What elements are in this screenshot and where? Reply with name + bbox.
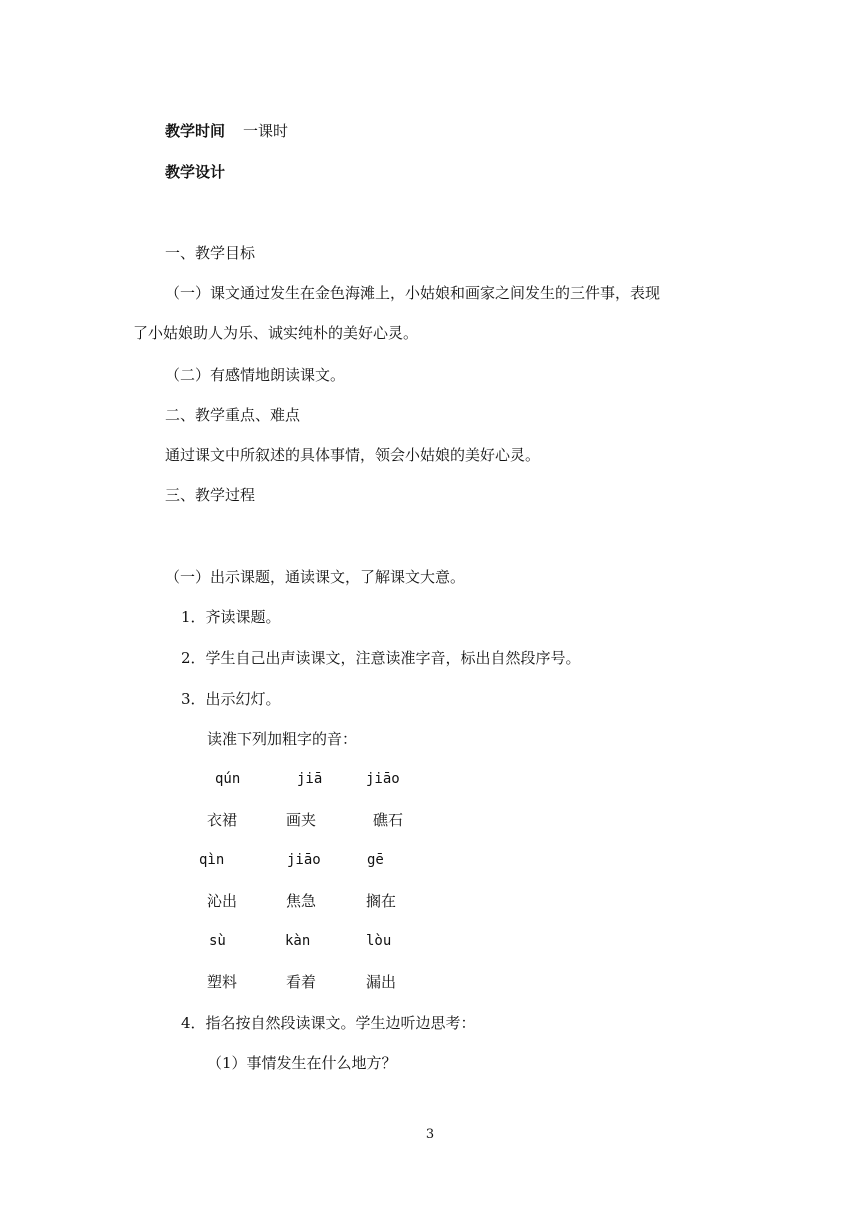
word-1-3: 礁石: [373, 811, 404, 829]
teaching-time-value: 一课时: [243, 122, 289, 140]
pinyin-2-1: qìn: [199, 852, 225, 868]
process1-heading: （一）出示课题，通读课文，了解课文大意。: [165, 568, 466, 586]
step1: 1．齐读课题。: [181, 608, 281, 626]
word-3-1: 塑料: [207, 973, 238, 991]
pinyin-2-2: jiāo: [287, 852, 321, 868]
pinyin-2-3: gē: [367, 852, 384, 868]
section2-heading: 二、教学重点、难点: [165, 406, 301, 424]
pinyin-1-1: qún: [215, 771, 241, 787]
goal1-line1: （一）课文通过发生在金色海滩上，小姑娘和画家之间发生的三件事，表现: [165, 284, 661, 302]
read-prompt: 读准下列加粗字的音：: [207, 730, 358, 748]
pinyin-3-3: lòu: [366, 933, 392, 949]
section1-heading: 一、教学目标: [165, 244, 256, 262]
word-3-2: 看着: [286, 973, 317, 991]
design-heading: 教学设计: [165, 163, 226, 181]
word-1-2: 画夹: [286, 811, 317, 829]
section2-text: 通过课文中所叙述的具体事情，领会小姑娘的美好心灵。: [165, 446, 541, 464]
word-2-2: 焦急: [286, 892, 317, 910]
step4: 4．指名按自然段读课文。学生边听边思考：: [181, 1014, 476, 1032]
section3-heading: 三、教学过程: [165, 486, 256, 504]
teaching-time-label: 教学时间: [165, 122, 226, 140]
pinyin-1-2: jiā: [297, 771, 323, 787]
word-1-1: 衣裙: [207, 811, 238, 829]
step3: 3．出示幻灯。: [181, 690, 281, 708]
word-2-3: 搁在: [366, 892, 397, 910]
word-2-1: 沁出: [207, 892, 238, 910]
pinyin-1-3: jiāo: [366, 771, 400, 787]
goal2: （二）有感情地朗读课文。: [165, 366, 346, 384]
pinyin-3-1: sù: [209, 933, 226, 949]
teaching-time-line: [165, 121, 288, 141]
word-3-3: 漏出: [366, 973, 397, 991]
goal1-line2: 了小姑娘助人为乐、诚实纯朴的美好心灵。: [133, 324, 419, 342]
pinyin-3-2: kàn: [285, 933, 311, 949]
question1: （1）事情发生在什么地方？: [207, 1054, 397, 1072]
page-number: 3: [425, 1127, 435, 1142]
step2: 2．学生自己出声读课文，注意读准字音，标出自然段序号。: [181, 649, 581, 667]
